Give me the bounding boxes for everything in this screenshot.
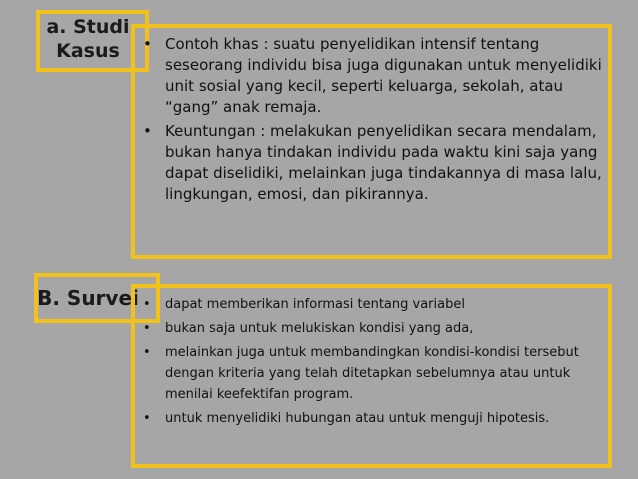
section-b-bullet-list (139, 294, 599, 432)
section-b-bullet-3: • melainkan juga untuk membandingkan kondisi-kondisi tersebut dengan kriteria yang telah ditetapkan sebelumnya atau untuk menilai keefektifan program. (139, 342, 599, 405)
section-a-label (38, 15, 138, 63)
section-b-bullet-4: • untuk menyelidiki hubungan atau untuk menguji hipotesis. (139, 408, 599, 429)
section-b-label: B. Survei (37, 286, 139, 310)
section-a-bullet-1: • Contoh khas : suatu penyelidikan intensif tentang seseorang individu bisa juga digunakan untuk menyelidiki unit sosial yang kecil, seperti keluarga, sekolah, atau “gang” anak remaja. (139, 34, 609, 118)
section-b-bullet-1: • dapat memberikan informasi tentang variabel (139, 294, 599, 315)
section-a-bullet-list (139, 34, 609, 208)
section-a-label-line2: Kasus (56, 40, 120, 62)
section-a-label-line1: a. Studi (46, 16, 130, 38)
section-b-bullet-2: • bukan saja untuk melukiskan kondisi yang ada, (139, 318, 599, 339)
section-a-bullet-2: • Keuntungan : melakukan penyelidikan secara mendalam, bukan hanya tindakan individu pada waktu kini saja yang dapat diselidiki, melainkan juga tindakannya di masa lalu, lingkungan, emosi, dan pikirannya. (139, 121, 609, 205)
